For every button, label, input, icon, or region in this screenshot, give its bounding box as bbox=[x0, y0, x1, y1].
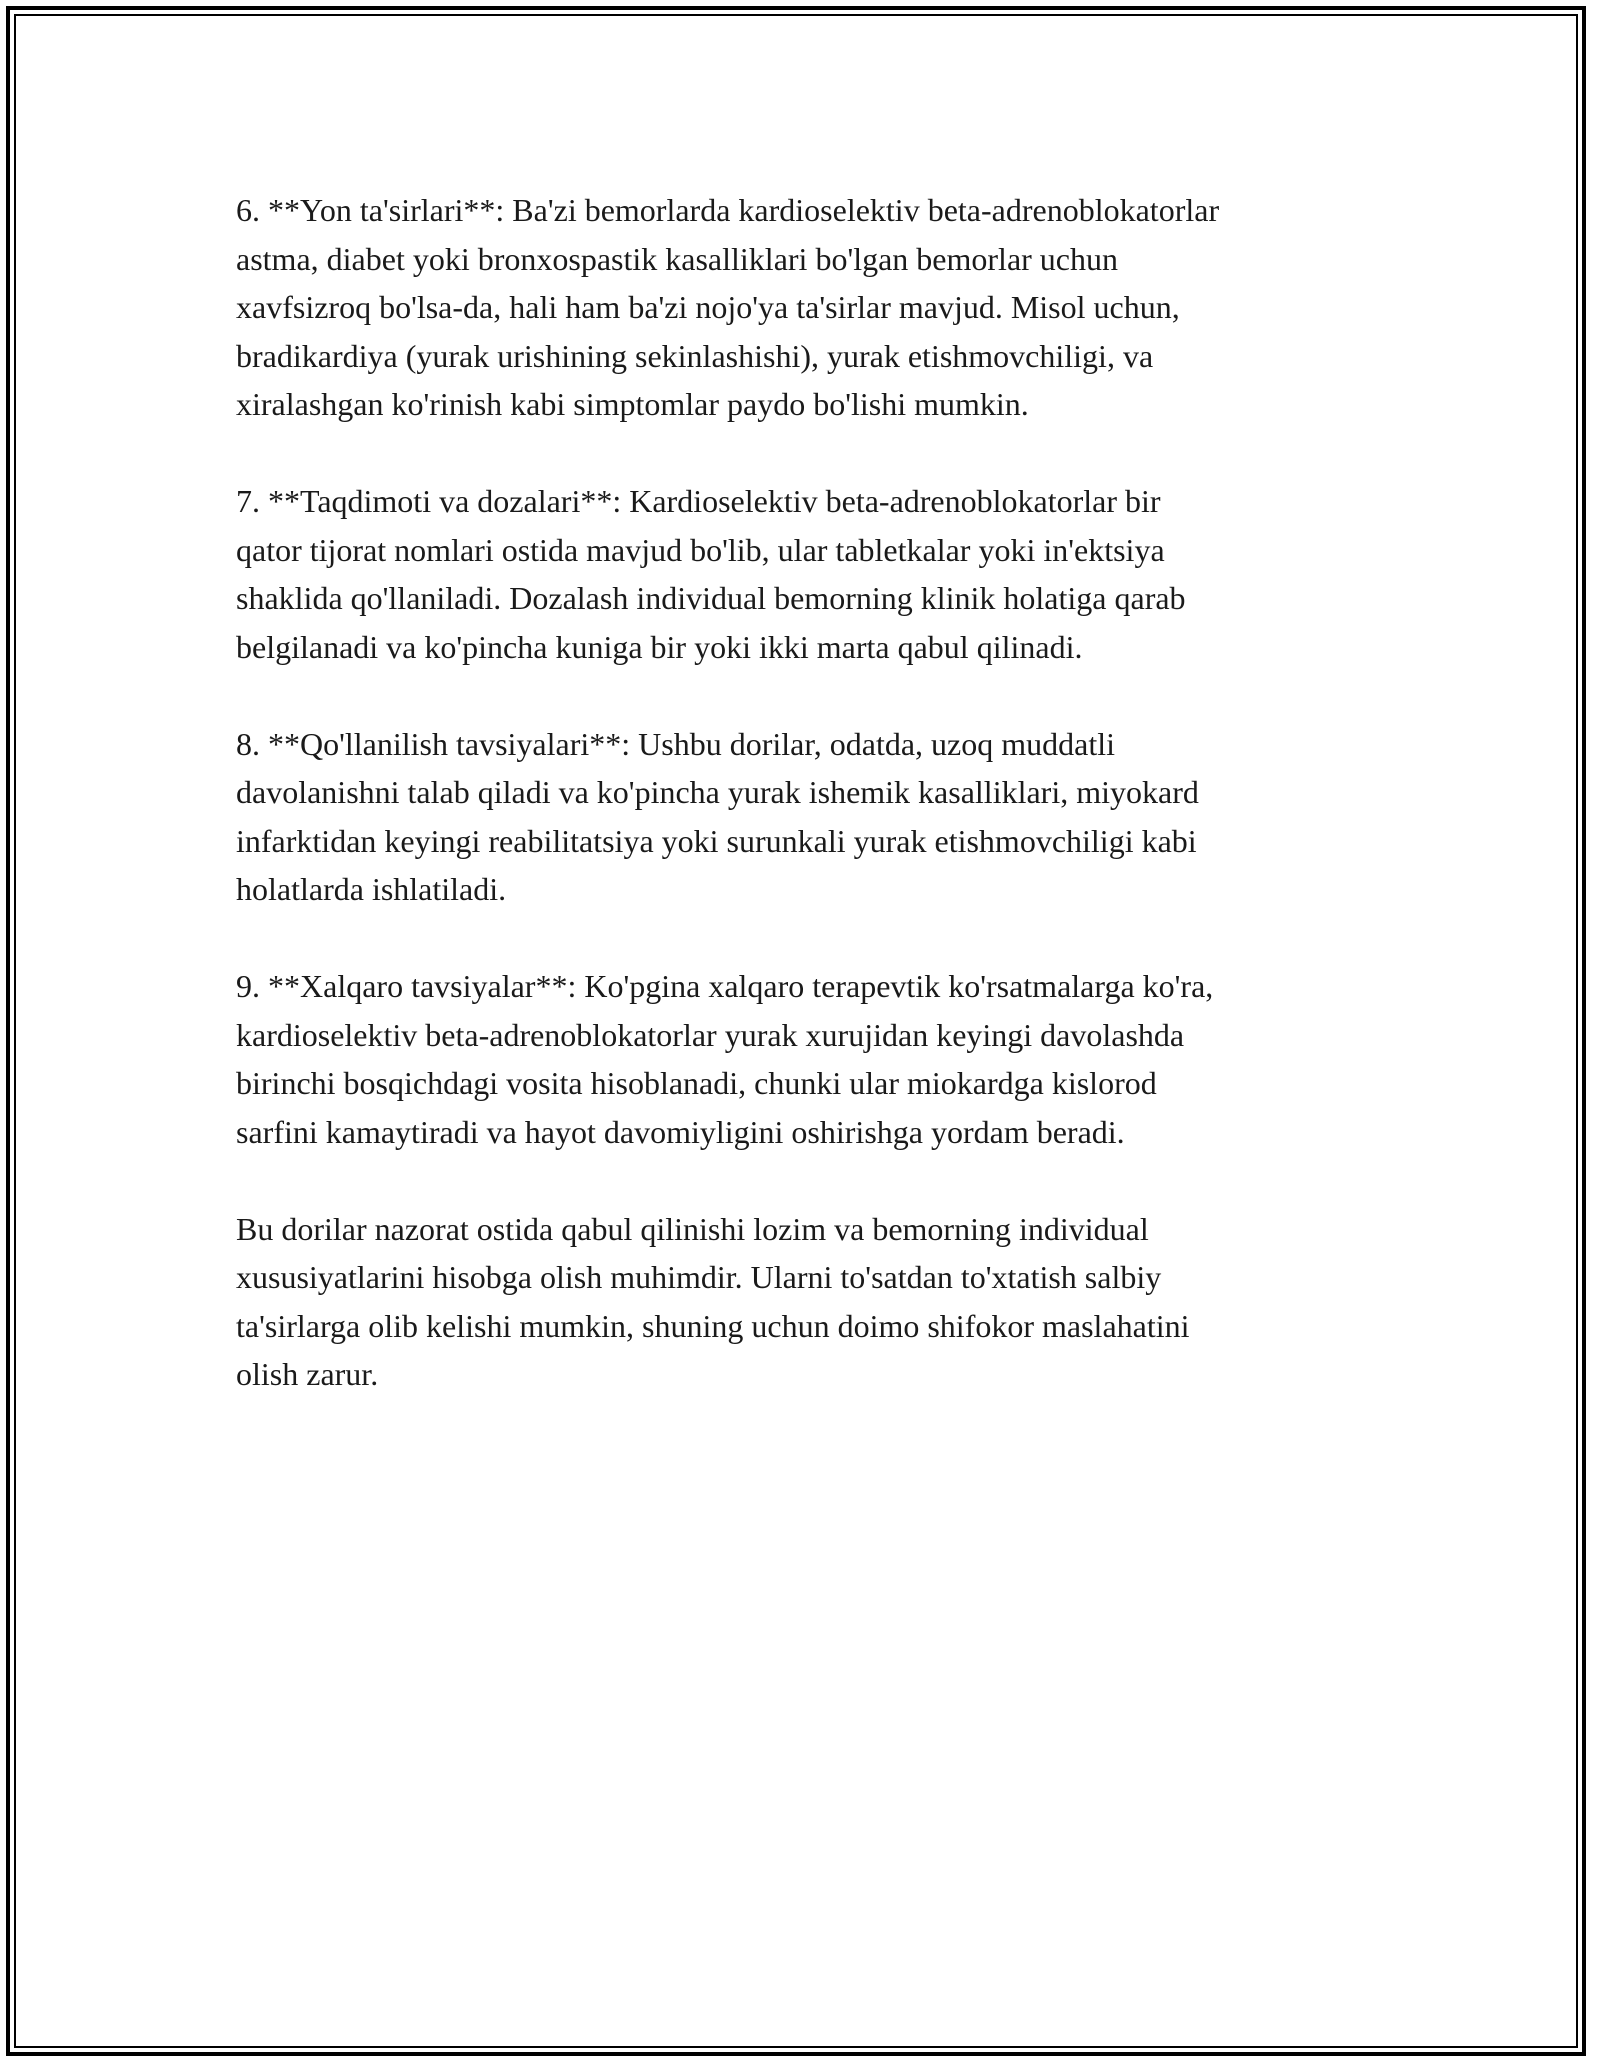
paragraph-side-effects: 6. **Yon ta'sirlari**: Ba'zi bemorlarda kardioselektiv beta-adrenoblokatorlar astma, diabet yoki bronxospastik kasalliklari bo'lgan bemorlar uchun xavfsizroq bo'lsa-da, hali ham ba'zi nojo'ya ta'sirlar mavjud. Misol uchun, bradikardiya (yurak urishining sekinlashishi), yurak etishmovchiligi, va xiralashgan ko'rinish kabi simptomlar paydo bo'lishi mumkin. bbox=[236, 192, 1220, 422]
paragraph-conclusion: Bu dorilar nazorat ostida qabul qilinishi lozim va bemorning individual xususiyatlarini hisobga olish muhimdir. Ularni to'satdan to'xtatish salbiy ta'sirlarga olib kelishi mumkin, shuning uchun doimo shifokor maslahatini olish zarur. bbox=[236, 1210, 1190, 1392]
document-body bbox=[236, 186, 1396, 1447]
paragraph-presentation-dosage: 7. **Taqdimoti va dozalari**: Kardioselektiv beta-adrenoblokatorlar bir qator tijorat nomlari ostida mavjud bo'lib, ular tabletkalar yoki in'ektsiya shaklida qo'llaniladi. Dozalash individual bemorning klinik holatiga qarab belgilanadi va ko'pincha kuniga bir yoki ikki marta qabul qilinadi. bbox=[236, 483, 1186, 665]
paragraph-usage-recommendations: 8. **Qo'llanilish tavsiyalari**: Ushbu dorilar, odatda, uzoq muddatli davolanishni talab qiladi va ko'pincha yurak ishemik kasalliklari, miyokard infarktidan keyingi reabilitatsiya yoki surunkali yurak etishmovchiligi kabi holatlarda ishlatiladi. bbox=[236, 725, 1199, 907]
paragraph-international-recommendations: 9. **Xalqaro tavsiyalar**: Ko'pgina xalqaro terapevtik ko'rsatmalarga ko'ra, kardioselektiv beta-adrenoblokatorlar yurak xurujidan keyingi davolashda birinchi bosqichdagi vosita hisoblanadi, chunki ular miokardga kislorod sarfini kamaytiradi va hayot davomiyligini oshirishga yordam beradi. bbox=[236, 968, 1214, 1150]
